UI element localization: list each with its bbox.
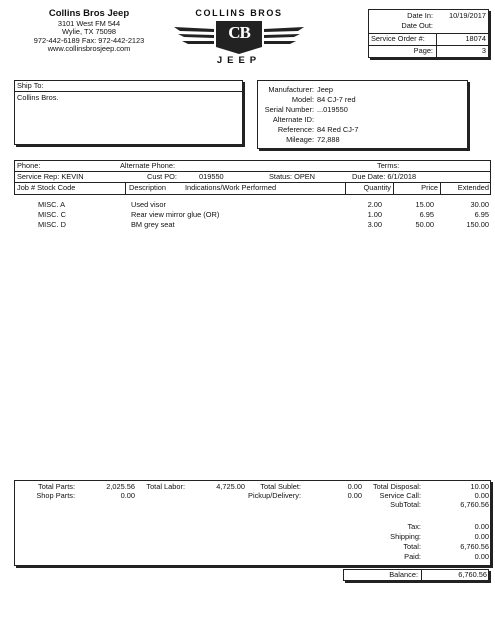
item-price: 15.00 [415, 200, 434, 209]
subtotal-label: SubTotal: [390, 500, 421, 509]
ship-to-box [14, 80, 243, 145]
company-website: www.collinsbrosjeep.com [47, 44, 131, 54]
company-logo [172, 8, 306, 66]
mileage-value: 72,888 [317, 135, 340, 144]
pickup-delivery-value: 0.00 [347, 491, 362, 500]
company-address-line1: 3101 West FM 544 [57, 18, 121, 28]
logo-top-text: COLLINS BROS [195, 8, 283, 18]
item-code: MISC. D [38, 220, 66, 229]
item-code: MISC. C [38, 210, 66, 219]
item-code: MISC. A [38, 200, 66, 209]
status-row [269, 173, 315, 182]
due-date-label: Due Date: [352, 172, 386, 181]
balance-label: Balance: [389, 570, 418, 579]
service-call-label: Service Call: [379, 491, 421, 500]
column-header-description: Description [129, 183, 166, 192]
totals-box [14, 480, 491, 566]
due-date-value: 6/1/2018 [387, 172, 417, 181]
item-description: Rear view mirror glue (OR) [131, 210, 220, 219]
manufacturer-label: Manufacturer: [268, 85, 314, 94]
cust-po-value: 019550 [199, 172, 224, 181]
paid-label: Paid: [404, 552, 421, 561]
alternate-phone-label: Alternate Phone: [120, 161, 176, 170]
company-address-line2: Wylie, TX 75098 [61, 27, 117, 37]
column-header-job: Job # Stock Code [17, 183, 76, 192]
item-quantity: 1.00 [367, 210, 382, 219]
service-order-value: 18074 [465, 34, 486, 43]
total-label: Total: [403, 542, 421, 551]
service-rep-value: KEVIN [61, 172, 84, 181]
company-phones: 972-442-6189 Fax: 972-442-2123 [33, 35, 145, 45]
terms-label: Terms: [377, 161, 400, 170]
shipping-label: Shipping: [390, 532, 421, 541]
manufacturer-value: Jeep [317, 85, 334, 94]
shipping-value: 0.00 [474, 532, 489, 541]
page-value: 3 [481, 46, 486, 55]
subtotal-value: 6,760.56 [460, 500, 489, 509]
company-block [14, 9, 164, 54]
info-bar [14, 160, 491, 195]
total-labor-label: Total Labor: [146, 482, 185, 491]
shop-parts-value: 0.00 [120, 491, 135, 500]
total-sublet-value: 0.00 [347, 482, 362, 491]
column-header-indications: Indications/Work Performed [185, 183, 277, 192]
ship-to-label: Ship To: [17, 81, 44, 90]
order-info-box [368, 9, 489, 58]
cust-po-label: Cust PO: [147, 172, 177, 181]
balance-value: 6,760.56 [458, 570, 487, 579]
date-out-label: Date Out: [401, 21, 433, 30]
service-order-label: Service Order #: [371, 34, 425, 43]
page-label: Page: [413, 46, 433, 55]
item-quantity: 2.00 [367, 200, 382, 209]
tax-value: 0.00 [474, 522, 489, 531]
service-rep-label: Service Rep: [17, 172, 60, 181]
company-name: Collins Bros Jeep [48, 8, 130, 19]
date-in-label: Date In: [407, 11, 433, 20]
item-description: BM grey seat [131, 220, 175, 229]
table-row [14, 221, 491, 231]
total-labor-value: 4,725.00 [216, 482, 245, 491]
item-price: 50.00 [415, 220, 434, 229]
model-label: Model: [291, 95, 314, 104]
reference-value: 84 Red CJ-7 [317, 125, 359, 134]
item-description: Used visor [131, 200, 166, 209]
item-quantity: 3.00 [367, 220, 382, 229]
total-parts-value: 2,025.56 [106, 482, 135, 491]
date-in-value: 10/19/2017 [449, 11, 486, 20]
column-header-quantity: Quantity [363, 183, 391, 192]
total-sublet-label: Total Sublet: [260, 482, 301, 491]
shop-parts-label: Shop Parts: [36, 491, 75, 500]
phone-label: Phone: [17, 161, 41, 170]
ship-to-name: Collins Bros. [17, 93, 59, 102]
item-extended: 6.95 [474, 210, 489, 219]
due-date-row [352, 173, 416, 182]
serial-number-value: ...019550 [317, 105, 348, 114]
total-value: 6,760.56 [460, 542, 489, 551]
alternate-id-label: Alternate ID: [272, 115, 314, 124]
total-parts-label: Total Parts: [38, 482, 75, 491]
serial-number-label: Serial Number: [264, 105, 314, 114]
logo-bottom-text: JEEP [216, 55, 262, 66]
total-disposal-label: Total Disposal: [372, 482, 421, 491]
logo-mark-text: CB [228, 23, 250, 42]
item-extended: 30.00 [470, 200, 489, 209]
column-header-price: Price [421, 183, 438, 192]
column-header-extended: Extended [457, 183, 489, 192]
service-rep-row [17, 173, 84, 182]
item-extended: 150.00 [466, 220, 489, 229]
mileage-label: Mileage: [286, 135, 314, 144]
model-value: 84 CJ-7 red [317, 95, 356, 104]
item-price: 6.95 [419, 210, 434, 219]
tax-label: Tax: [407, 522, 421, 531]
total-disposal-value: 10.00 [470, 482, 489, 491]
balance-box [343, 569, 489, 581]
status-value: OPEN [294, 172, 316, 181]
reference-label: Reference: [277, 125, 314, 134]
vehicle-box [257, 80, 468, 149]
pickup-delivery-label: Pickup/Delivery: [248, 491, 301, 500]
paid-value: 0.00 [474, 552, 489, 561]
status-label: Status: [269, 172, 293, 181]
service-call-value: 0.00 [474, 491, 489, 500]
